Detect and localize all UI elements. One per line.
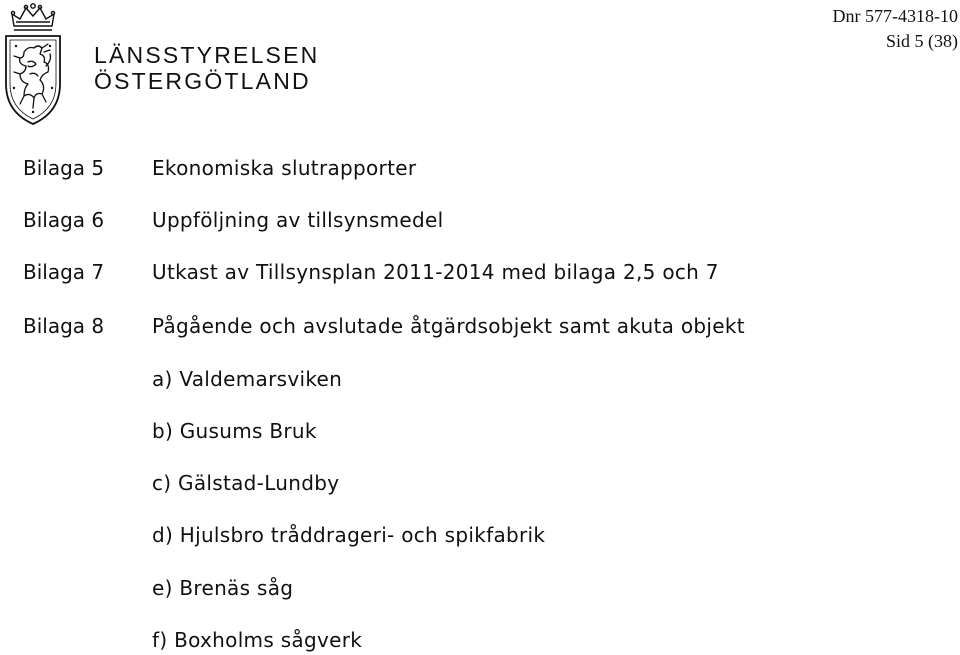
sub-item-text: a) Valdemarsviken — [152, 367, 343, 391]
sub-item-text: f) Boxholms sågverk — [152, 628, 363, 652]
document-reference — [833, 4, 958, 54]
appendix-label: Bilaga 8 — [23, 314, 105, 338]
appendix-row — [0, 153, 960, 183]
coat-of-arms-icon — [2, 2, 64, 126]
list-item — [0, 573, 960, 603]
appendix-label: Bilaga 5 — [23, 156, 105, 180]
list-item — [0, 468, 960, 498]
dnr-number: Dnr 577-4318-10 — [832, 6, 958, 26]
appendix-label: Bilaga 6 — [23, 208, 105, 232]
organization-name-line2: ÖSTERGÖTLAND — [94, 68, 311, 94]
page-number: Sid 5 (38) — [886, 31, 958, 51]
list-item — [0, 416, 960, 446]
list-item — [0, 364, 960, 394]
sub-item-text: d) Hjulsbro tråddrageri- och spikfabrik — [152, 523, 546, 547]
appendix-row — [0, 205, 960, 235]
sub-item-text: e) Brenäs såg — [152, 576, 294, 600]
organization-name-line1: LÄNSSTYRELSEN — [94, 42, 320, 68]
list-item — [0, 520, 960, 550]
appendix-title: Uppföljning av tillsynsmedel — [152, 208, 444, 232]
sub-item-text: b) Gusums Bruk — [152, 419, 317, 443]
appendix-title: Ekonomiska slutrapporter — [152, 156, 417, 180]
sub-item-text: c) Gälstad-Lundby — [152, 471, 340, 495]
list-item — [0, 625, 960, 655]
appendix-label: Bilaga 7 — [23, 260, 105, 284]
appendix-title: Utkast av Tillsynsplan 2011-2014 med bilaga 2,5 och 7 — [152, 260, 719, 284]
organization-name — [94, 42, 319, 94]
appendix-row — [0, 257, 960, 287]
appendix-row — [0, 311, 960, 341]
appendix-title: Pågående och avslutade åtgärdsobjekt samt akuta objekt — [152, 314, 745, 338]
